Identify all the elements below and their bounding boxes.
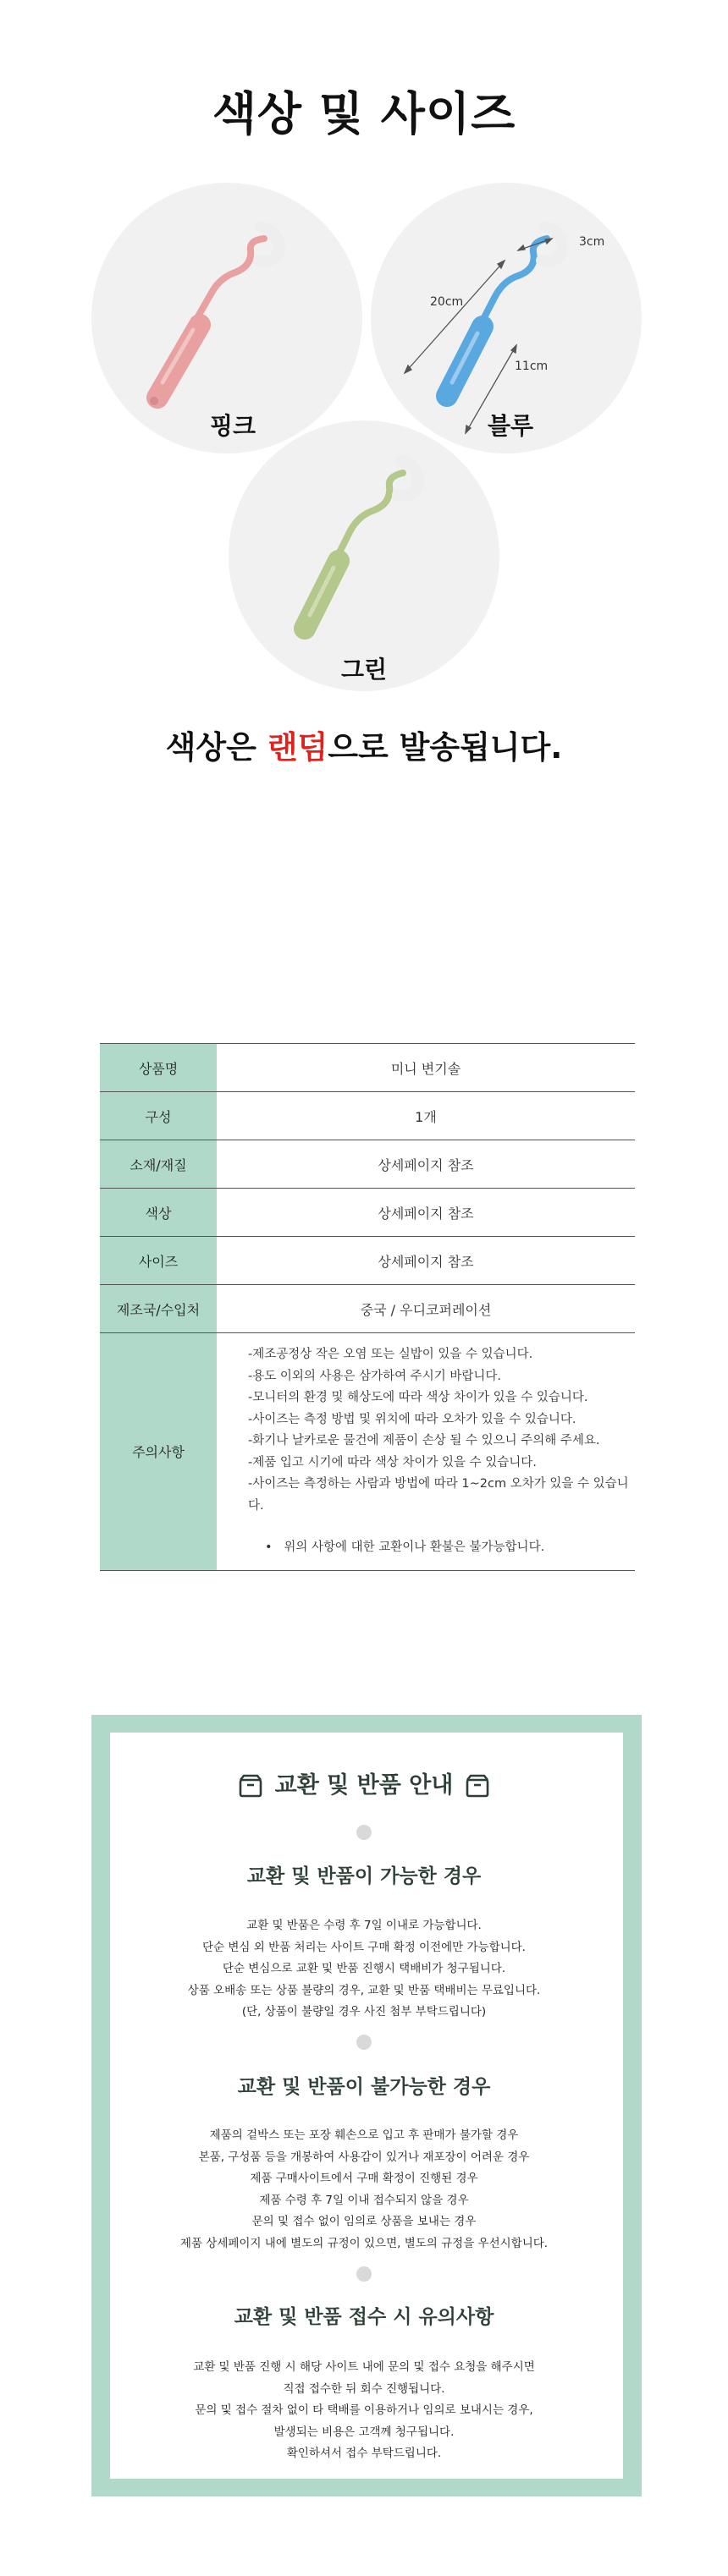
random-notice-highlight: 랜덤 <box>267 729 328 766</box>
color-label-blue: 블루 <box>487 412 534 440</box>
spec-label: 구성 <box>100 1092 217 1140</box>
page-title: 색상 및 사이즈 <box>212 87 516 140</box>
random-color-notice <box>0 722 728 767</box>
spec-row <box>100 1237 635 1285</box>
spec-row <box>100 1140 635 1189</box>
spec-label: 상품명 <box>100 1044 217 1092</box>
caution-notes <box>218 1334 634 1569</box>
dimension-handle: 11cm <box>515 360 549 373</box>
section-body-impossible: 제품의 겉박스 또는 포장 훼손으로 입고 후 판매가 불가할 경우 본품, 구성품 등을 개봉하여 사용감이 있거나 재포장이 어려운 경우 제품 구매사이트에서 구매 확정이 진행된 경우 제품 수령 후 7일 이내 접수되지 않을 경우 문의 및 접수 없이 임의로 상품을 보내는 경우 제품 상세페이지 내에 별도의 규정이 있으면, 별도의 규정을 우선시합니다. <box>179 2128 549 2250</box>
spec-label: 주의사항 <box>100 1333 217 1571</box>
caution-note: -사이즈는 측정 방법 및 위치에 따라 오차가 있을 수 있습니다. <box>248 1412 576 1426</box>
spec-label: 제조국/수입처 <box>100 1285 217 1333</box>
brush-green-image <box>229 420 499 691</box>
spec-row <box>100 1285 635 1333</box>
caution-note: -용도 이외의 사용은 삼가하여 주시기 바랍니다. <box>248 1369 502 1383</box>
spec-label: 소재/재질 <box>100 1140 217 1189</box>
spec-value: 상세페이지 참조 <box>217 1189 635 1237</box>
section-heading-impossible: 교환 및 반품이 불가능한 경우 <box>237 2076 491 2098</box>
box-icon <box>238 1774 263 1798</box>
random-notice-after: 으로 발송됩니다. <box>328 729 563 766</box>
no-refund-note: • 위의 사항에 대한 교환이나 환불은 불가능합니다. <box>265 1541 545 1554</box>
caution-note: -화기나 날카로운 물건에 제품이 손상 될 수 있으니 주의해 주세요. <box>248 1434 600 1447</box>
caution-note: -모니터의 환경 및 해상도에 따라 색상 차이가 있을 수 있습니다. <box>248 1391 588 1404</box>
random-notice-before: 색상은 <box>165 729 267 766</box>
product-spec-table <box>100 1043 635 1571</box>
spec-value: 미니 변기솔 <box>217 1044 635 1092</box>
section-body-possible: 교환 및 반품은 수령 후 7일 이내로 가능합니다. 단순 변심 외 반품 처리는 사이트 구매 확정 이전에만 가능합니다. 단순 변심으로 교환 및 반품 진행시 택배비가 청구됩니다. 상품 오배송 또는 상품 불량의 경우, 교환 및 반품 택배비는 무료입니다. (단, 상품이 불량일 경우 사진 첨부 부탁드립니다) <box>187 1919 541 2019</box>
color-label-green: 그린 <box>340 656 388 684</box>
caution-note: -제조공정상 작은 오염 또는 실밥이 있을 수 있습니다. <box>248 1348 533 1361</box>
spec-row-notes <box>100 1333 635 1571</box>
color-label-pink: 핑크 <box>209 412 256 440</box>
section-heading-caution: 교환 및 반품 접수 시 유의사항 <box>234 2306 494 2328</box>
spec-label: 색상 <box>100 1189 217 1237</box>
section-divider-dot <box>356 1825 372 1840</box>
spec-value: 중국 / 우디코퍼레이션 <box>217 1285 635 1333</box>
spec-value: 1개 <box>217 1092 635 1140</box>
spec-row <box>100 1044 635 1092</box>
section-heading-possible: 교환 및 반품이 가능한 경우 <box>246 1865 482 1887</box>
caution-note: -사이즈는 측정하는 사람과 방법에 따라 1~2cm 오차가 있을 수 있습니다. <box>248 1477 629 1513</box>
box-icon <box>465 1774 490 1798</box>
spec-value: 상세페이지 참조 <box>217 1237 635 1285</box>
section-divider-dot <box>356 2266 372 2282</box>
spec-value: 상세페이지 참조 <box>217 1140 635 1189</box>
section-body-caution: 교환 및 반품 진행 시 해당 사이트 내에 문의 및 접수 요청을 해주시면 직접 접수한 뒤 회수 진행됩니다. 문의 및 접수 절차 없이 타 택배를 이용하거나 임의로 보내시는 경우, 발생되는 비용은 고객께 청구됩니다. 확인하셔서 접수 부탁드립니다. <box>193 2360 535 2460</box>
spec-row <box>100 1189 635 1237</box>
section-divider-dot <box>356 2035 372 2050</box>
dimension-length: 20cm <box>430 295 464 309</box>
return-guide-title: 교환 및 반품 안내 <box>0 1766 728 1799</box>
spec-label: 사이즈 <box>100 1237 217 1285</box>
caution-note: -제품 입고 시기에 따라 색상 차이가 있을 수 있습니다. <box>248 1455 537 1469</box>
dimension-width: 3cm <box>579 235 605 249</box>
spec-row <box>100 1092 635 1140</box>
